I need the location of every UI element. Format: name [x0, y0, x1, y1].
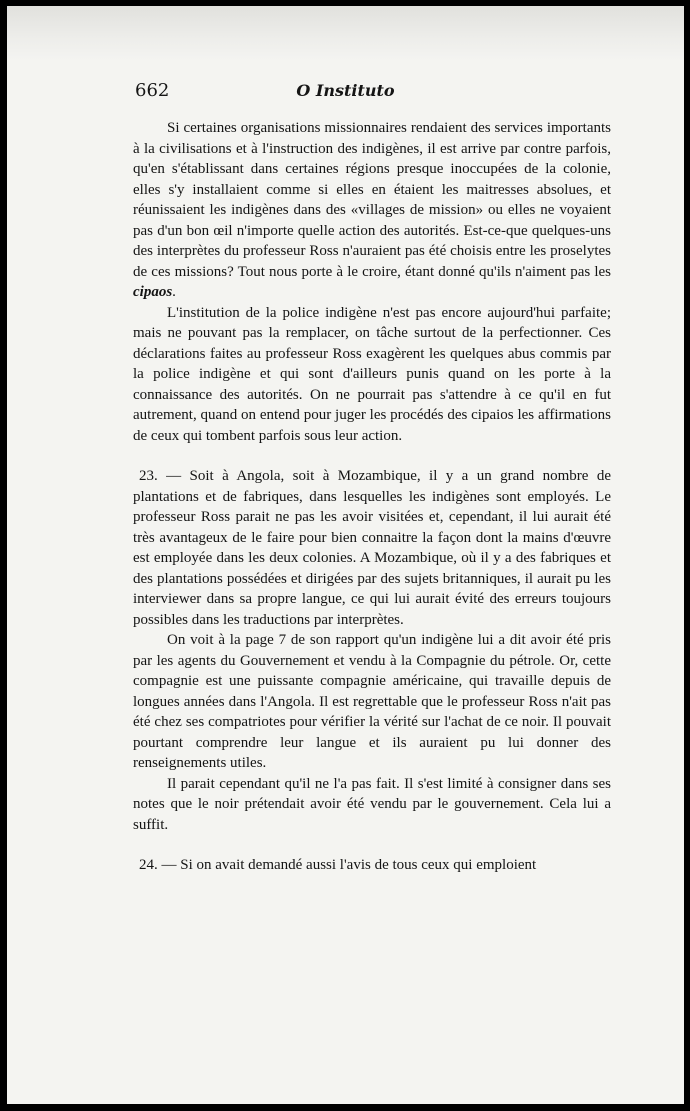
section-spacer — [133, 446, 611, 466]
section-spacer — [133, 835, 611, 855]
paragraph-text: Si certaines organisations missionnaires rendaient des services importants à la civilisations et à l'instruction des indigènes, il est arrive par contre parfois, qu'en s'établissant dans certaines régions presque inoccupées de la colonie, elles s'y installaient comme si elles en étaient les maitresses absolues, et réunissaient les indigènes dans des «villages de mission» ou elles ne voyaient pas d'un bon œil n'importe quelle action des autorités. Est-ce-que quelques-uns des interprètes du professeur Ross n'auraient pas été choisis entre les proselytes de ces missions? Tout nous porte à le croire, étant donné qu'ils n'aiment pas les — [133, 120, 611, 280]
paragraph-section-23: 23. — Soit à Angola, soit à Mozambique, il y a un grand nombre de plantations et de fabriques, dans lesquelles les indigènes sont employés. Le professeur Ross parait ne pas les avoir visitées et, cependant, il lui aurait été très avantageux de le faire pour bien connaitre la façon dont la mains d'œuvre est employée dans les deux colonies. A Mozambique, où il y a des fabriques et des plantations possédées et dirigées par des sujets britanniques, il aurait pu les interviewer dans sa propre langue, ce qui lui aurait évité des erreurs toujours possibles dans les traductions par interprètes. — [133, 468, 611, 628]
paragraph-police: L'institution de la police indigène n'est pas encore aujourd'hui parfaite; mais ne pouvant pas la remplacer, on tâche surtout de la perfectionner. Ces déclarations faites au professeur Ross exagèrent les quelques abus commis par la police indigène et qui sont d'ailleurs punis quand on les porte à la connaissance des autorités. On ne pourrait pas s'attendre à ce qu'il en fut autrement, quand on entend pour juger les procédés des cipaios les affirmations de ceux qui tombent parfois sous leur action. — [133, 304, 611, 444]
running-header — [7, 76, 684, 104]
paragraph-tail: . — [172, 284, 176, 300]
scanned-page — [7, 6, 684, 1104]
emphasized-word: cipaos — [133, 284, 173, 300]
article-body — [133, 118, 611, 876]
paragraph-section-24: 24. — Si on avait demandé aussi l'avis de tous ceux qui emploient — [139, 857, 537, 873]
scan-shadow — [7, 6, 684, 61]
paragraph-notes: Il parait cependant qu'il ne l'a pas fait. Il s'est limité à consigner dans ses notes que le noir prétendait avoir été vendu par le gouvernement. Cela lui a suffit. — [133, 775, 611, 833]
page-number: 662 — [135, 80, 170, 101]
paragraph-report-page-7: On voit à la page 7 de son rapport qu'un indigène lui a dit avoir été pris par les agents du Gouvernement et vendu à la Compagnie du pétrole. Or, cette compagnie est une puissante compagnie américaine, qui travaille depuis de longues années dans l'Angola. Il est regrettable que le professeur Ross n'ait pas été chez ses compatriotes pour vérifier la vérité sur l'achat de ce noir. Il pouvait pourtant comprendre leur langue et ils auraient pu lui donner des renseignements utiles. — [133, 632, 611, 771]
journal-title: O Instituto — [296, 81, 395, 100]
paragraph-missions — [133, 118, 611, 303]
